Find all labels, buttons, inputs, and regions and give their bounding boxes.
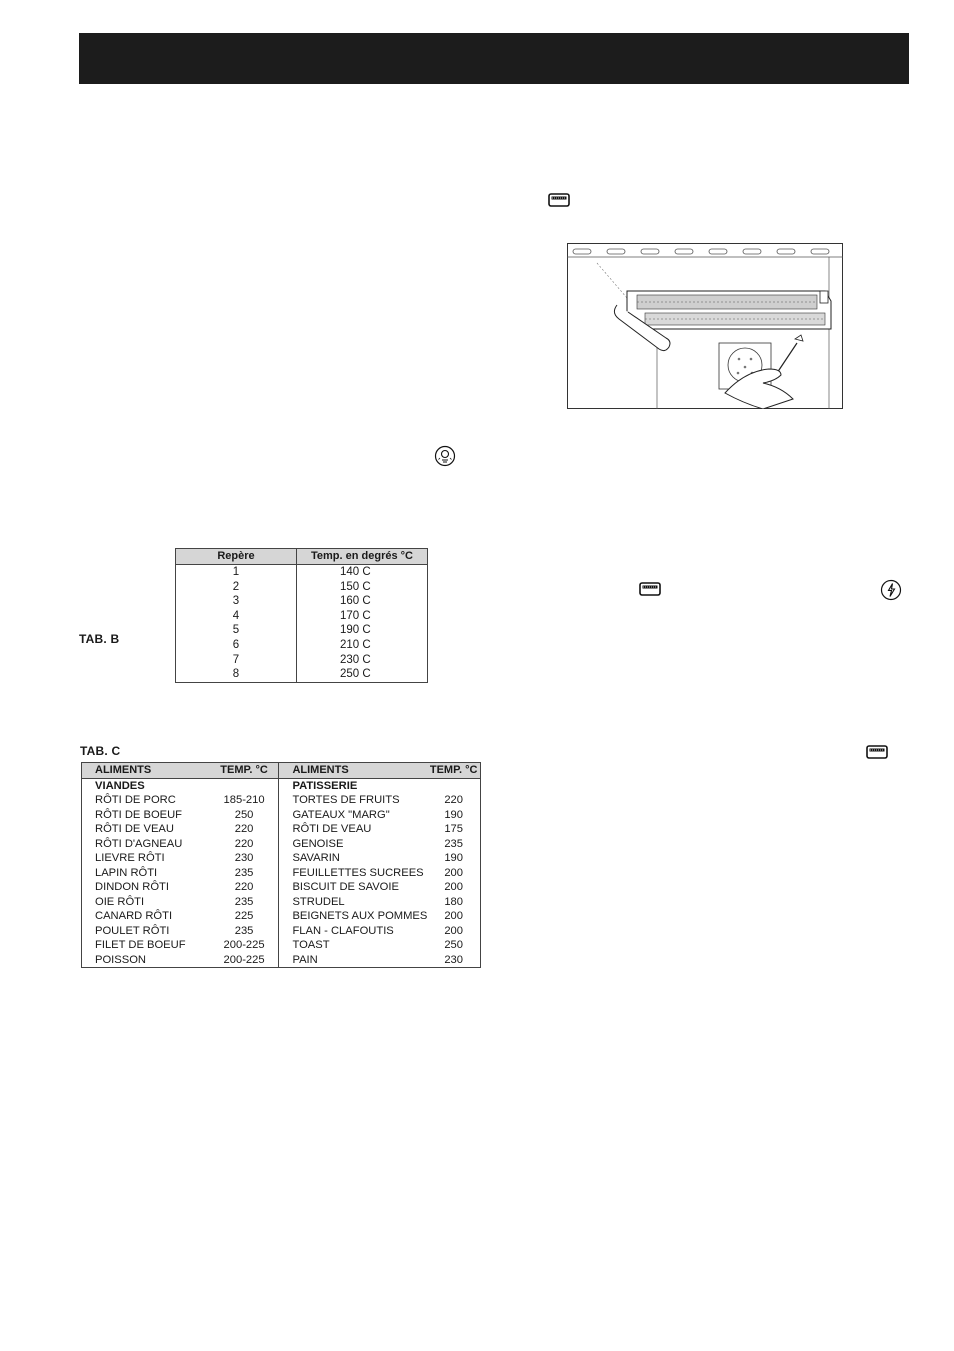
temp-cell: 235 xyxy=(210,895,279,910)
tab-b-label: TAB. B xyxy=(79,632,120,646)
table-row xyxy=(82,793,481,808)
tab-c-header-aliments-left: ALIMENTS xyxy=(82,763,210,779)
food-cell: RÔTI DE PORC xyxy=(95,794,176,806)
temp-cell: 235 xyxy=(210,924,279,939)
table-row xyxy=(82,909,481,924)
repere-cell: 2 xyxy=(176,580,297,595)
grill-element-icon xyxy=(866,745,888,759)
food-cell: STRUDEL xyxy=(279,895,427,910)
table-row xyxy=(82,778,481,793)
food-cell: LAPIN RÔTI xyxy=(95,866,158,879)
temp-cell: 220 xyxy=(210,837,279,852)
food-cell: GATEAUX "MARG" xyxy=(279,808,427,823)
repere-cell: 8 xyxy=(176,667,297,682)
table-row xyxy=(176,565,428,580)
grill-element-icon xyxy=(548,193,570,207)
food-cell: FILET DE BOEUF xyxy=(95,939,186,951)
header-bar xyxy=(79,33,909,84)
tab-c-header-temp-right: TEMP. °C xyxy=(427,763,480,779)
food-cell: PAIN xyxy=(279,953,427,968)
food-cell: FEUILLETTES SUCREES xyxy=(279,866,427,881)
temp-cell: 220 xyxy=(210,822,279,837)
table-row xyxy=(176,580,428,595)
food-cell: RÔTI DE VEAU xyxy=(279,822,427,837)
temp-cell: 150 C xyxy=(340,580,371,593)
grill-element-icon xyxy=(639,582,661,596)
oven-lamp-icon xyxy=(434,445,456,467)
repere-cell: 4 xyxy=(176,609,297,624)
temp-cell: 200 xyxy=(444,881,463,893)
temp-cell: 170 C xyxy=(340,609,371,622)
temp-cell: 190 xyxy=(444,852,463,864)
table-row xyxy=(82,866,481,881)
group-viandes: VIANDES xyxy=(95,779,145,792)
temp-cell: 200 xyxy=(444,910,463,922)
food-cell: GENOISE xyxy=(279,837,427,852)
food-cell: POISSON xyxy=(95,953,146,966)
tab-b-table xyxy=(175,548,428,683)
power-bolt-icon xyxy=(880,579,902,601)
table-row xyxy=(176,594,428,609)
temp-cell: 230 xyxy=(444,953,463,966)
food-cell: DINDON RÔTI xyxy=(95,881,169,893)
repere-cell: 7 xyxy=(176,653,297,668)
repere-cell: 1 xyxy=(176,565,297,580)
food-cell: TORTES DE FRUITS xyxy=(279,793,427,808)
food-cell: POULET RÔTI xyxy=(95,924,170,937)
food-cell: SAVARIN xyxy=(279,851,427,866)
tab-b-header-repere: Repère xyxy=(176,549,297,565)
tab-c-header-aliments-right: ALIMENTS xyxy=(279,763,427,779)
food-cell: FLAN - CLAFOUTIS xyxy=(279,924,427,939)
table-row xyxy=(82,851,481,866)
food-cell: OIE RÔTI xyxy=(95,895,145,908)
table-row xyxy=(82,808,481,823)
temp-cell: 200 xyxy=(444,866,463,879)
temp-cell: 200 xyxy=(444,924,463,937)
temp-cell: 200-225 xyxy=(210,938,279,953)
table-row xyxy=(176,638,428,653)
temp-cell: 190 C xyxy=(340,624,371,637)
repere-cell: 6 xyxy=(176,638,297,653)
temp-cell: 220 xyxy=(210,880,279,895)
oven-grill-cleaning-illustration xyxy=(567,243,843,409)
temp-cell: 210 C xyxy=(340,638,371,651)
tab-c-label: TAB. C xyxy=(80,744,121,758)
table-row xyxy=(176,667,428,682)
tab-c-table xyxy=(81,762,481,968)
temp-cell: 175 xyxy=(444,823,463,835)
temp-cell: 190 xyxy=(444,808,463,821)
food-cell: BISCUIT DE SAVOIE xyxy=(279,880,427,895)
table-row xyxy=(82,895,481,910)
temp-cell: 185-210 xyxy=(210,793,279,808)
temp-cell: 140 C xyxy=(340,566,371,578)
temp-cell: 235 xyxy=(210,866,279,881)
food-cell: RÔTI DE BOEUF xyxy=(95,808,183,821)
temp-cell: 160 C xyxy=(340,595,371,608)
table-row xyxy=(82,880,481,895)
tab-b-header-temp: Temp. en degrés °C xyxy=(297,549,428,565)
table-row xyxy=(176,653,428,668)
group-patisserie: PATISSERIE xyxy=(279,778,427,793)
temp-cell: 230 C xyxy=(340,653,371,666)
table-row xyxy=(176,623,428,638)
repere-cell: 3 xyxy=(176,594,297,609)
repere-cell: 5 xyxy=(176,623,297,638)
temp-cell: 200-225 xyxy=(210,953,279,968)
food-cell: RÔTI DE VEAU xyxy=(95,823,174,835)
tab-c-header-temp-left: TEMP. °C xyxy=(210,763,279,779)
temp-cell: 250 xyxy=(444,939,463,951)
table-row xyxy=(82,938,481,953)
food-cell: RÔTI D'AGNEAU xyxy=(95,837,183,850)
table-row xyxy=(82,837,481,852)
temp-cell: 220 xyxy=(444,794,463,806)
food-cell: LIEVRE RÔTI xyxy=(95,852,165,864)
temp-cell: 180 xyxy=(444,895,463,908)
temp-cell: 250 C xyxy=(340,668,371,681)
temp-cell: 235 xyxy=(444,837,463,850)
food-cell: TOAST xyxy=(279,938,427,953)
temp-cell: 225 xyxy=(210,909,279,924)
table-row xyxy=(82,953,481,968)
temp-cell: 250 xyxy=(210,808,279,823)
table-row xyxy=(176,609,428,624)
temp-cell: 230 xyxy=(210,851,279,866)
food-cell: CANARD RÔTI xyxy=(95,910,173,922)
table-row xyxy=(82,822,481,837)
food-cell: BEIGNETS AUX POMMES xyxy=(279,909,427,924)
table-row xyxy=(82,924,481,939)
